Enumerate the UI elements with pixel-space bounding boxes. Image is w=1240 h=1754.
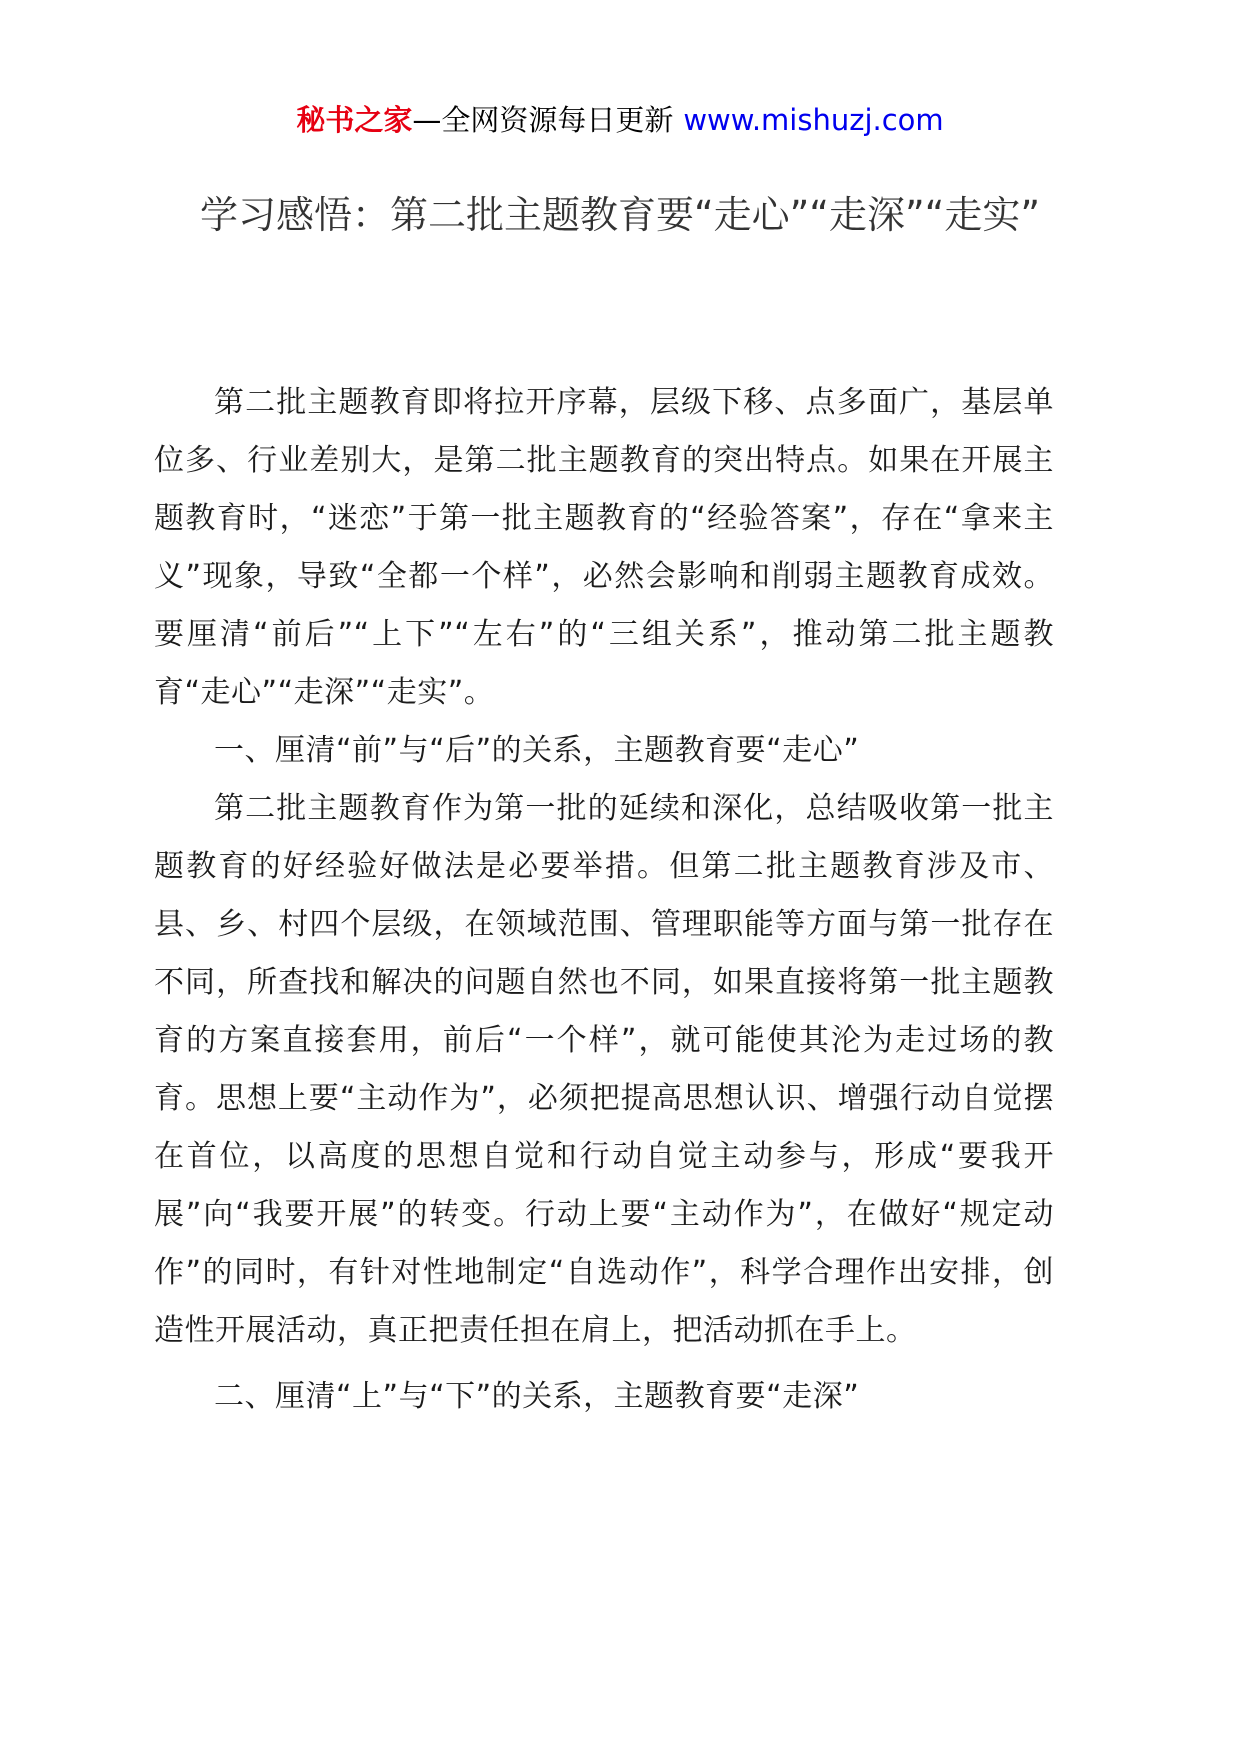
site-header <box>0 100 1240 140</box>
header-dash: — <box>412 103 442 137</box>
section-2-heading: 二、厘清“上”与“下”的关系，主题教育要“走深” <box>214 1379 860 1414</box>
site-url-link[interactable]: www.mishuzj.com <box>683 103 944 137</box>
intro-paragraph: 第二批主题教育即将拉开序幕，层级下移、点多面广，基层单位多、行业差别大，是第二批主题教育的突出特点。如果在开展主题教育时，“迷恋”于第一批主题教育的“经验答案”，存在“拿来主义”现象，导致“全都一个样”，必然会影响和削弱主题教育成效。要厘清“前后”“上下”“左右”的“三组关系”，推动第二批主题教育“走心”“走深”“走实”。 <box>154 385 1054 710</box>
document-body <box>154 374 1054 1426</box>
document-title: 学习感悟：第二批主题教育要“走心”“走深”“走实” <box>199 193 1041 237</box>
site-name: 秘书之家 <box>296 103 413 137</box>
site-slogan: 全网资源每日更新 <box>441 103 674 137</box>
section-1-paragraph: 第二批主题教育作为第一批的延续和深化，总结吸收第一批主题教育的好经验好做法是必要举措。但第二批主题教育涉及市、县、乡、村四个层级，在领域范围、管理职能等方面与第一批存在不同，所查找和解决的问题自然也不同，如果直接将第一批主题教育的方案直接套用，前后“一个样”，就可能使其沦为走过场的教育。思想上要“主动作为”，必须把提高思想认识、增强行动自觉摆在首位，以高度的思想自觉和行动自觉主动参与，形成“要我开展”向“我要开展”的转变。行动上要“主动作为”，在做好“规定动作”的同时，有针对性地制定“自选动作”，科学合理作出安排，创造性开展活动，真正把责任担在肩上，把活动抓在手上。 <box>154 791 1054 1348</box>
section-1-heading: 一、厘清“前”与“后”的关系，主题教育要“走心” <box>214 733 860 768</box>
